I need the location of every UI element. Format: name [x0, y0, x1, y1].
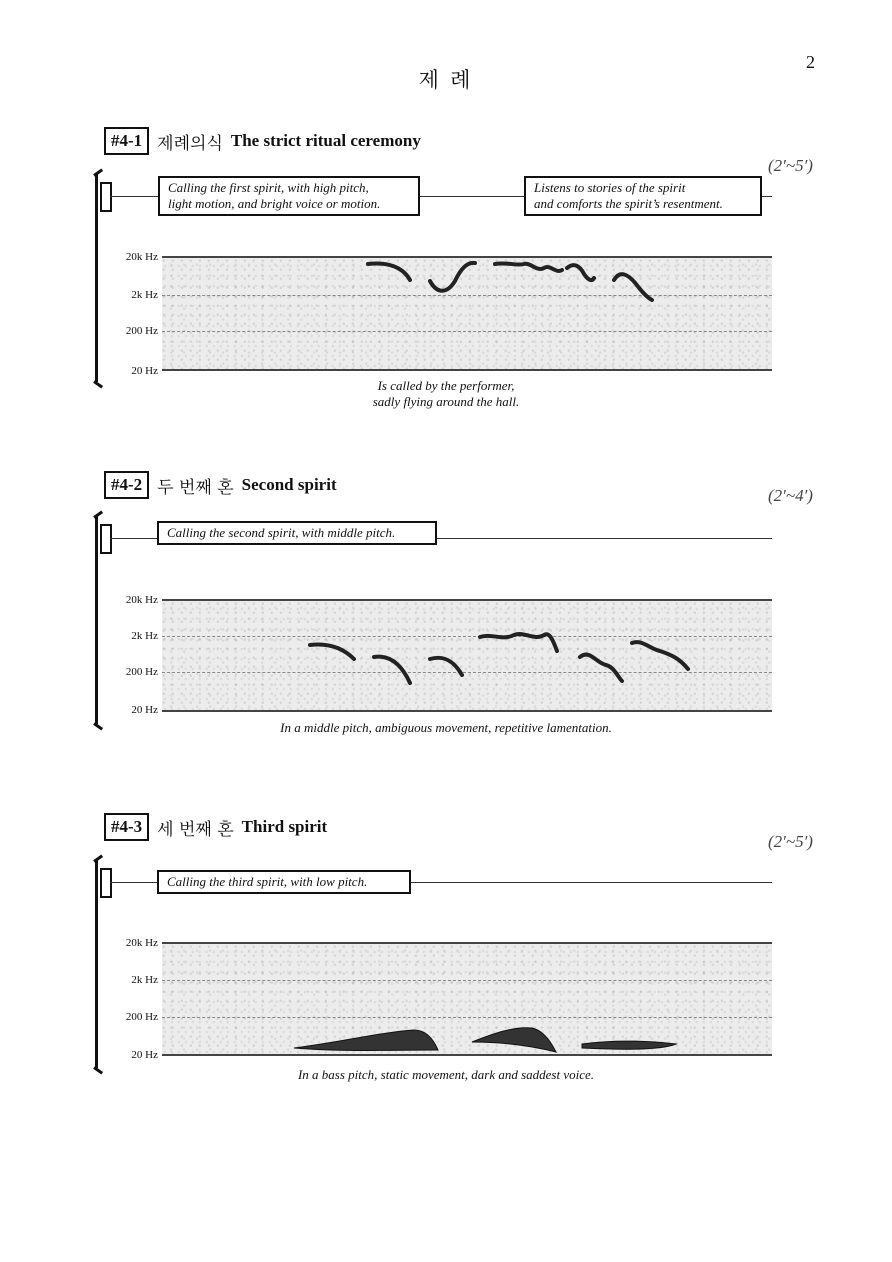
- freq-label-20: 20 Hz: [131, 365, 158, 377]
- sound-gesture: [582, 1041, 676, 1049]
- sound-gesture: [430, 658, 462, 675]
- sound-gesture: [480, 634, 557, 651]
- cue-marker: [100, 182, 112, 212]
- section-caption: In a middle pitch, ambiguous movement, repetitive lamentation.: [280, 720, 612, 735]
- section-english-title: The strict ritual ceremony: [230, 131, 421, 150]
- section-duration: (2′~5′): [768, 832, 813, 851]
- cue-box-1: Calling the second spirit, with middle pitch.: [157, 521, 437, 545]
- section-4-2: [0, 470, 892, 810]
- section-4-1: [0, 126, 892, 466]
- section-header: [104, 470, 337, 500]
- sound-gesture: [632, 642, 688, 669]
- freq-label-20: 20 Hz: [131, 1049, 158, 1061]
- sound-gestures: [162, 599, 772, 712]
- spectrogram: [100, 251, 772, 377]
- freq-label-200: 200 Hz: [125, 325, 158, 337]
- sound-gesture: [368, 264, 410, 280]
- section-english-title: Second spirit: [241, 475, 337, 494]
- section-english-title: Third spirit: [241, 817, 328, 836]
- sound-gesture: [374, 657, 410, 683]
- cue-box-1: Calling the first spirit, with high pitch, light motion, and bright voice or motion.: [158, 176, 420, 216]
- spectrogram: [100, 594, 772, 716]
- sound-gesture: [472, 1028, 556, 1052]
- section-header: [104, 126, 421, 156]
- freq-label-2k: 2k Hz: [131, 974, 158, 986]
- section-duration: (2′~4′): [768, 486, 813, 505]
- freq-label-20: 20 Hz: [131, 704, 158, 716]
- section-caption: Is called by the performer, sadly flying around the hall.: [372, 378, 520, 409]
- freq-label-2k: 2k Hz: [131, 630, 158, 642]
- sound-gesture: [294, 1030, 438, 1051]
- cue-box-1: Calling the third spirit, with low pitch.: [157, 870, 411, 894]
- sound-gesture: [567, 265, 594, 280]
- sound-gestures: [162, 256, 772, 371]
- freq-label-20k: 20k Hz: [125, 937, 158, 949]
- section-duration: (2′~5′): [768, 156, 813, 175]
- sound-gestures: [162, 942, 772, 1056]
- cue-marker: [100, 524, 112, 554]
- section-korean-title: 세 번째 혼: [157, 819, 234, 840]
- section-caption: In a bass pitch, static movement, dark and saddest voice.: [297, 1067, 595, 1082]
- sound-gesture: [310, 645, 354, 659]
- section-number: #4-1: [104, 127, 149, 155]
- freq-label-20k: 20k Hz: [125, 251, 158, 263]
- sound-gesture: [430, 263, 475, 291]
- section-number: #4-2: [104, 471, 149, 499]
- section-korean-title: 제례의식: [157, 133, 223, 154]
- section-number: #4-3: [104, 813, 149, 841]
- section-4-3: [0, 812, 892, 1152]
- sound-gesture: [614, 274, 652, 300]
- freq-label-200: 200 Hz: [125, 1011, 158, 1023]
- freq-label-2k: 2k Hz: [131, 289, 158, 301]
- freq-label-200: 200 Hz: [125, 666, 158, 678]
- section-korean-title: 두 번째 혼: [157, 477, 234, 498]
- spectrogram: [100, 937, 772, 1061]
- cue-marker: [100, 868, 112, 898]
- section-header: [104, 812, 327, 842]
- page-title: 제 례: [418, 68, 474, 92]
- sound-gesture: [580, 655, 622, 681]
- page-number: 2: [806, 52, 815, 72]
- sound-gesture: [495, 263, 562, 271]
- freq-label-20k: 20k Hz: [125, 594, 158, 606]
- cue-box-2: Listens to stories of the spirit and comforts the spirit’s resentment.: [524, 176, 762, 216]
